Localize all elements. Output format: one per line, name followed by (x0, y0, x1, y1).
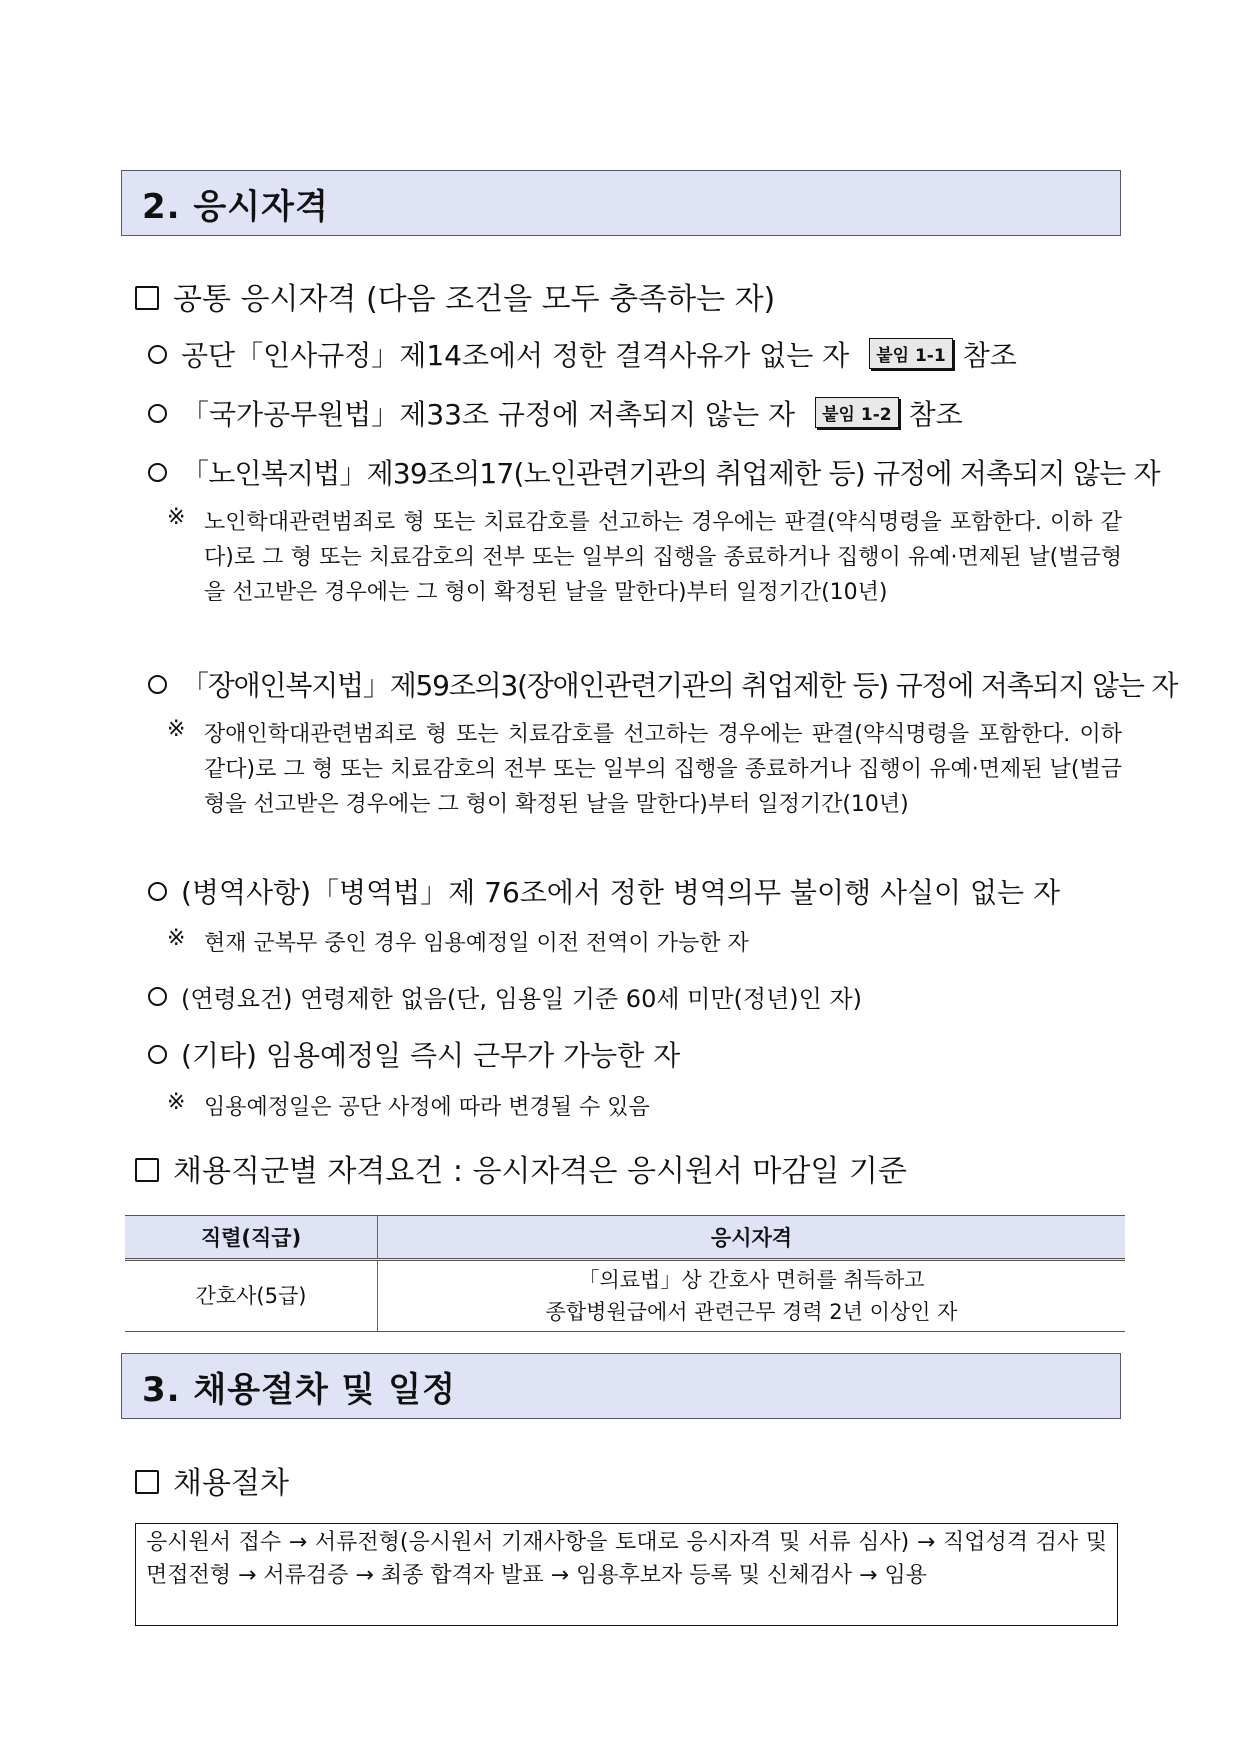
item-text: (병역사항)「병역법」제 76조에서 정한 병역의무 불이행 사실이 없는 자 (181, 876, 1061, 909)
heading-text: 채용절차 (173, 1466, 289, 1501)
eligibility-item (148, 334, 1017, 374)
note-text: 노인학대관련범죄로 형 또는 치료감호를 선고하는 경우에는 판결(약식명령을 포함한다. 이하 같다)로 그 형 또는 치료감호의 전부 또는 일부의 집행을 종료하거나 집행이 유예·면제된 날(벌금형을 선고받은 경우에는 그 형이 확정된 날을 말한다)부터 일정기간(10년) (204, 510, 1122, 605)
item-text: 「장애인복지법」제59조의3(장애인관련기관의 취업제한 등) 규정에 저촉되지 않는 자 (181, 669, 1178, 702)
circle-bullet-icon (148, 675, 167, 694)
position-cell: 간호사(5급) (125, 1260, 378, 1332)
item-text: 「노인복지법」제39조의17(노인관련기관의 취업제한 등) 규정에 저촉되지 않는 자 (181, 457, 1160, 490)
job-requirement-heading (135, 1146, 907, 1190)
note-text: 임용예정일은 공단 사정에 따라 변경될 수 있음 (204, 1095, 650, 1120)
column-header-position: 직렬(직급) (125, 1216, 378, 1260)
eligibility-item (148, 452, 1160, 492)
qualification-line: 종합병원급에서 관련근무 경력 2년 이상인 자 (545, 1300, 958, 1324)
item-text: (연령요건) 연령제한 없음(단, 임용일 기준 60세 미만(정년)인 자) (181, 985, 862, 1013)
qualification-line: 「의료법」상 간호사 면허를 취득하고 (578, 1268, 925, 1292)
procedure-text: 응시원서 접수 → 서류전형(응시원서 기재사항을 토대로 응시자격 및 서류 심사) → 직업성격 검사 및 면접전형 → 서류검증 → 최종 합격자 발표 → 임용후보자 등록 및 신체검사 → 임용 (146, 1530, 1107, 1588)
circle-bullet-icon (148, 987, 167, 1006)
common-eligibility-heading (135, 274, 775, 318)
heading-text: 채용직군별 자격요건 : 응시자격은 응시원서 마감일 기준 (173, 1154, 907, 1189)
reference-text: 참조 (962, 339, 1017, 372)
item-text: 「국가공무원법」제33조 규정에 저촉되지 않는 자 (181, 398, 796, 431)
note-mark: ※ (167, 717, 186, 742)
note-mark: ※ (167, 1090, 186, 1115)
eligibility-item (148, 871, 1060, 911)
circle-bullet-icon (148, 1045, 167, 1064)
note-mark: ※ (167, 926, 186, 951)
note-text: 장애인학대관련범죄로 형 또는 치료감호를 선고하는 경우에는 판결(약식명령을 포함한다. 이하 같다)로 그 형 또는 치료감호의 전부 또는 일부의 집행을 종료하거나 집행이 유예·면제된 날(벌금형을 선고받은 경우에는 그 형이 확정된 날을 말한다)부터 일정기간(10년) (204, 722, 1122, 817)
procedure-box (135, 1523, 1118, 1626)
heading-text: 공통 응시자격 (다음 조건을 모두 충족하는 자) (173, 282, 776, 317)
checkbox-square-icon (135, 1470, 159, 1494)
reference-text: 참조 (908, 398, 963, 431)
eligibility-item (148, 1034, 680, 1074)
circle-bullet-icon (148, 882, 167, 901)
attachment-tag: 붙임 1-2 (815, 397, 898, 428)
circle-bullet-icon (148, 404, 167, 423)
circle-bullet-icon (148, 345, 167, 364)
attachment-tag: 붙임 1-1 (869, 338, 952, 369)
note-text: 현재 군복무 중인 경우 임용예정일 이전 전역이 가능한 자 (204, 931, 749, 956)
eligibility-item (148, 664, 1177, 704)
procedure-heading (135, 1458, 289, 1502)
checkbox-square-icon (135, 286, 159, 310)
section-title: 3. 채용절차 및 일정 (142, 1369, 456, 1410)
item-text: 공단「인사규정」제14조에서 정한 결격사유가 없는 자 (181, 339, 850, 372)
note-mark: ※ (167, 505, 186, 530)
item-text: (기타) 임용예정일 즉시 근무가 가능한 자 (181, 1039, 681, 1072)
qualification-cell (378, 1260, 1126, 1332)
eligibility-item (148, 979, 862, 1014)
section-title: 2. 응시자격 (142, 186, 329, 227)
section-header-procedure (121, 1353, 1121, 1419)
table-header-row (125, 1216, 1125, 1260)
eligibility-item (148, 393, 963, 433)
section-header-eligibility (121, 170, 1121, 236)
circle-bullet-icon (148, 463, 167, 482)
requirements-table (125, 1215, 1125, 1332)
column-header-qualification: 응시자격 (378, 1216, 1126, 1260)
checkbox-square-icon (135, 1158, 159, 1182)
table-row (125, 1260, 1125, 1332)
